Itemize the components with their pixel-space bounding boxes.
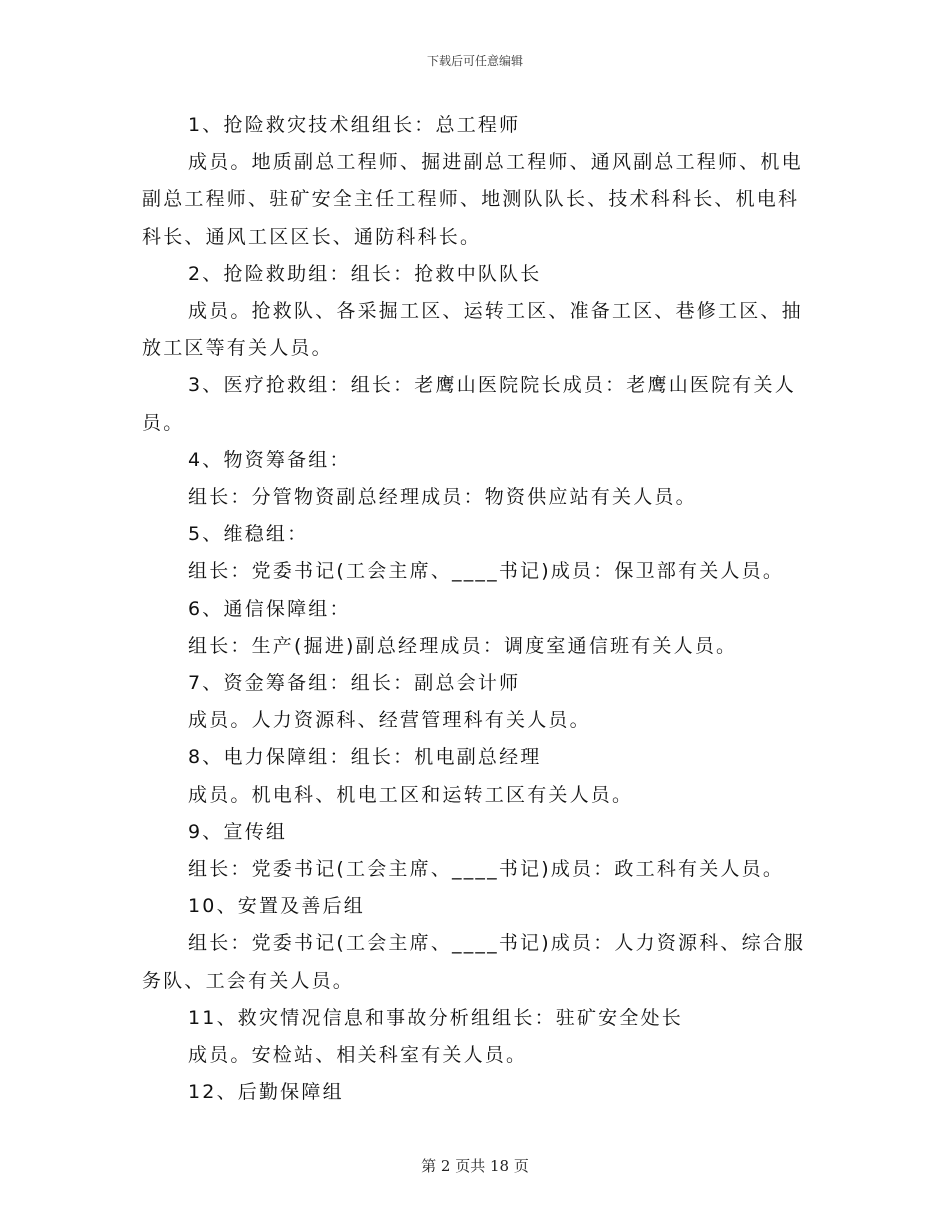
page-header: 下载后可任意编辑 bbox=[426, 54, 523, 68]
paragraph: 2、抢险救助组：组长：抢救中队队长 bbox=[188, 262, 542, 285]
paragraph: 成员。地质副总工程师、掘进副总工程师、通风副总工程师、机电副总工程师、驻矿安全主任工程师、地测队队长、技术科科长、机电科科长、通风工区区长、通防科科长。 bbox=[142, 151, 803, 248]
paragraph: 组长：党委书记(工会主席、____书记)成员：人力资源科、综合服务队、工会有关人员。 bbox=[142, 932, 806, 992]
paragraph: 成员。抢救队、各采掘工区、运转工区、准备工区、巷修工区、抽放工区等有关人员。 bbox=[142, 300, 803, 360]
paragraph: 7、资金筹备组：组长：副总会计师 bbox=[188, 672, 521, 695]
paragraph: 5、维稳组： bbox=[188, 523, 309, 546]
paragraph: 组长：党委书记(工会主席、____书记)成员：政工科有关人员。 bbox=[188, 858, 785, 881]
document-body bbox=[142, 107, 812, 1111]
paragraph: 成员。机电科、机电工区和运转工区有关人员。 bbox=[188, 783, 634, 806]
paragraph: 12、后勤保障组 bbox=[188, 1081, 344, 1104]
paragraph: 成员。安检站、相关科室有关人员。 bbox=[188, 1044, 528, 1067]
paragraph: 3、医疗抢救组：组长：老鹰山医院院长成员：老鹰山医院有关人员。 bbox=[142, 374, 796, 434]
paragraph: 11、救灾情况信息和事故分析组组长：驻矿安全处长 bbox=[188, 1006, 683, 1029]
paragraph: 成员。人力资源科、经营管理科有关人员。 bbox=[188, 709, 591, 732]
paragraph: 组长：分管物资副总经理成员：物资供应站有关人员。 bbox=[188, 486, 697, 509]
paragraph: 组长：生产(掘进)副总经理成员：调度室通信班有关人员。 bbox=[188, 634, 738, 657]
paragraph: 4、物资筹备组： bbox=[188, 448, 351, 471]
paragraph: 1、抢险救灾技术组组长：总工程师 bbox=[188, 114, 521, 136]
paragraph: 8、电力保障组：组长：机电副总经理 bbox=[188, 746, 542, 769]
paragraph: 10、安置及善后组 bbox=[188, 895, 365, 918]
paragraph: 9、宣传组 bbox=[188, 820, 288, 843]
page-number: 第 2 页共 18 页 bbox=[421, 1157, 529, 1175]
paragraph: 组长：党委书记(工会主席、____书记)成员：保卫部有关人员。 bbox=[188, 560, 785, 583]
paragraph: 6、通信保障组： bbox=[188, 597, 351, 620]
